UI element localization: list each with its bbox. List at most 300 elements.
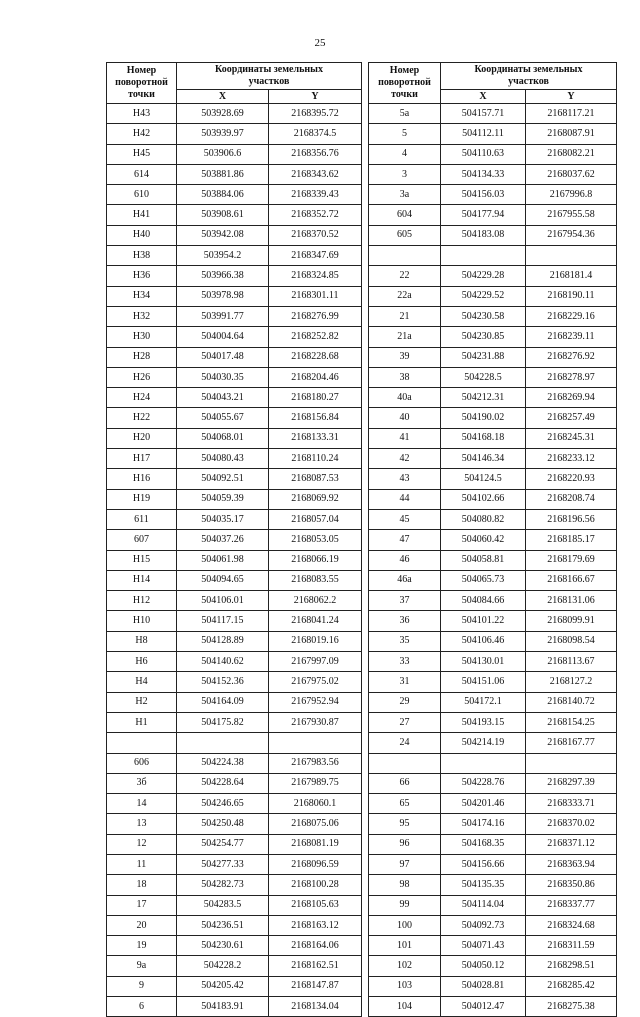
point-number-cell: 39 (369, 347, 441, 367)
y-coordinate-cell: 2168356.76 (269, 144, 362, 164)
point-number-cell: 607 (107, 530, 177, 550)
point-number-cell: Н12 (107, 591, 177, 611)
point-number-cell: Н45 (107, 144, 177, 164)
x-coordinate-cell: 504156.03 (441, 185, 526, 205)
point-number-cell: 20 (107, 915, 177, 935)
x-coordinate-cell: 504092.51 (177, 469, 269, 489)
point-number-cell: 44 (369, 489, 441, 509)
table-row (369, 611, 617, 631)
y-coordinate-cell: 2168275.38 (526, 997, 617, 1017)
x-coordinate-cell: 503881.86 (177, 164, 269, 184)
point-number-cell: 46 (369, 550, 441, 570)
table-row (107, 246, 362, 266)
table-row (369, 591, 617, 611)
y-coordinate-cell: 2168041.24 (269, 611, 362, 631)
x-header: X (177, 90, 269, 104)
table-row (369, 164, 617, 184)
table-row (369, 652, 617, 672)
y-coordinate-cell: 2168228.68 (269, 347, 362, 367)
point-number-cell: 21 (369, 306, 441, 326)
x-coordinate-cell: 504183.08 (441, 225, 526, 245)
point-number-cell: 33 (369, 652, 441, 672)
point-number-cell: Н19 (107, 489, 177, 509)
table-row (107, 104, 362, 124)
table-row (107, 144, 362, 164)
point-number-cell: 24 (369, 733, 441, 753)
point-number-cell: 3б (107, 773, 177, 793)
point-header-line-3: точки (128, 89, 155, 100)
point-number-cell: 14 (107, 794, 177, 814)
table-row (107, 611, 362, 631)
x-coordinate-cell: 504236.51 (177, 915, 269, 935)
y-coordinate-cell: 2168233.12 (526, 449, 617, 469)
point-number-cell: 38 (369, 367, 441, 387)
table-row (107, 266, 362, 286)
y-coordinate-cell: 2168154.25 (526, 712, 617, 732)
x-coordinate-cell: 504065.73 (441, 570, 526, 590)
point-number-cell: Н17 (107, 449, 177, 469)
table-row (107, 530, 362, 550)
y-coordinate-cell: 2167997.09 (269, 652, 362, 672)
y-coordinate-cell: 2168163.12 (269, 915, 362, 935)
point-header-line-1: Номер (389, 65, 420, 76)
y-coordinate-cell: 2168087.91 (526, 124, 617, 144)
coordinates-header-line-1: Координаты земельных (215, 64, 323, 75)
y-coordinate-cell: 2168019.16 (269, 631, 362, 651)
point-number-cell (369, 753, 441, 773)
y-coordinate-cell: 2168181.4 (526, 266, 617, 286)
y-coordinate-cell: 2168311.59 (526, 936, 617, 956)
table-row (107, 712, 362, 732)
point-number-cell (107, 733, 177, 753)
table-row (107, 509, 362, 529)
y-header: Y (526, 90, 617, 104)
x-coordinate-cell: 504134.33 (441, 164, 526, 184)
point-number-header (107, 63, 177, 104)
table-row (107, 997, 362, 1017)
y-coordinate-cell (526, 246, 617, 266)
x-coordinate-cell: 504230.58 (441, 306, 526, 326)
point-number-cell: 13 (107, 814, 177, 834)
x-coordinate-cell: 504106.01 (177, 591, 269, 611)
point-number-cell: 46а (369, 570, 441, 590)
x-coordinate-cell: 504174.16 (441, 814, 526, 834)
y-coordinate-cell: 2168352.72 (269, 205, 362, 225)
x-coordinate-cell: 504135.35 (441, 875, 526, 895)
point-number-cell: 40 (369, 408, 441, 428)
y-coordinate-cell: 2168134.04 (269, 997, 362, 1017)
table-row (369, 672, 617, 692)
x-coordinate-cell: 504140.62 (177, 652, 269, 672)
y-coordinate-cell: 2167954.36 (526, 225, 617, 245)
y-coordinate-cell: 2168324.85 (269, 266, 362, 286)
y-coordinate-cell: 2168350.86 (526, 875, 617, 895)
table-row (107, 915, 362, 935)
point-number-cell: 21а (369, 327, 441, 347)
x-coordinate-cell: 504101.22 (441, 611, 526, 631)
y-coordinate-cell: 2167930.87 (269, 712, 362, 732)
x-coordinate-cell (441, 753, 526, 773)
point-number-cell: 95 (369, 814, 441, 834)
table-row (369, 773, 617, 793)
x-coordinate-cell: 504124.5 (441, 469, 526, 489)
y-coordinate-cell: 2168117.21 (526, 104, 617, 124)
x-coordinate-cell: 503966.38 (177, 266, 269, 286)
x-coordinate-cell: 503884.06 (177, 185, 269, 205)
x-coordinate-cell: 504146.34 (441, 449, 526, 469)
table-row (107, 550, 362, 570)
table-row (107, 652, 362, 672)
x-coordinate-cell: 504212.31 (441, 388, 526, 408)
point-number-cell: 5а (369, 104, 441, 124)
x-coordinate-cell: 504177.94 (441, 205, 526, 225)
point-number-cell: Н22 (107, 408, 177, 428)
table-row (369, 753, 617, 773)
x-coordinate-cell: 504110.63 (441, 144, 526, 164)
table-row (369, 144, 617, 164)
point-number-cell: 101 (369, 936, 441, 956)
y-coordinate-cell: 2167996.8 (526, 185, 617, 205)
y-coordinate-cell: 2168081.19 (269, 834, 362, 854)
table-row (107, 286, 362, 306)
coordinates-table-left (106, 62, 362, 1017)
y-coordinate-cell: 2168110.24 (269, 449, 362, 469)
table-row (107, 834, 362, 854)
y-coordinate-cell: 2168147.87 (269, 976, 362, 996)
x-coordinate-cell: 504151.06 (441, 672, 526, 692)
y-coordinate-cell: 2167989.75 (269, 773, 362, 793)
table-row (369, 509, 617, 529)
table-row (369, 306, 617, 326)
x-coordinate-cell: 504168.18 (441, 428, 526, 448)
y-coordinate-cell: 2168337.77 (526, 895, 617, 915)
y-coordinate-cell: 2168113.67 (526, 652, 617, 672)
x-coordinate-cell: 504246.65 (177, 794, 269, 814)
y-coordinate-cell: 2168298.51 (526, 956, 617, 976)
table-row (369, 225, 617, 245)
x-coordinate-cell: 504172.1 (441, 692, 526, 712)
y-coordinate-cell: 2168196.56 (526, 509, 617, 529)
table-row (369, 794, 617, 814)
x-coordinate-cell: 504080.82 (441, 509, 526, 529)
coordinates-header (177, 63, 362, 90)
point-number-cell: 22а (369, 286, 441, 306)
x-coordinate-cell: 504168.35 (441, 834, 526, 854)
y-coordinate-cell: 2168252.82 (269, 327, 362, 347)
coordinates-header-line-2: участков (248, 76, 290, 87)
point-header-line-1: Номер (126, 65, 157, 76)
coordinates-header-line-1: Координаты земельных (474, 64, 583, 75)
table-row (107, 631, 362, 651)
x-coordinate-cell: 504068.01 (177, 428, 269, 448)
point-number-cell: 9а (107, 956, 177, 976)
x-coordinate-cell: 504183.91 (177, 997, 269, 1017)
x-coordinate-cell: 504043.21 (177, 388, 269, 408)
table-row (107, 408, 362, 428)
x-coordinate-cell: 504156.66 (441, 854, 526, 874)
x-coordinate-cell: 504112.11 (441, 124, 526, 144)
y-coordinate-cell: 2168276.99 (269, 306, 362, 326)
x-coordinate-cell: 504106.46 (441, 631, 526, 651)
x-coordinate-cell: 504094.65 (177, 570, 269, 590)
point-number-cell: 40а (369, 388, 441, 408)
point-number-cell: 103 (369, 976, 441, 996)
table-row (107, 185, 362, 205)
coordinates-header-line-2: участков (508, 76, 549, 87)
x-coordinate-cell (441, 246, 526, 266)
y-coordinate-cell: 2168374.5 (269, 124, 362, 144)
y-coordinate-cell: 2168257.49 (526, 408, 617, 428)
table-row (369, 124, 617, 144)
x-coordinate-cell: 503991.77 (177, 306, 269, 326)
table-row (107, 733, 362, 753)
point-number-cell: Н34 (107, 286, 177, 306)
point-number-cell: 9 (107, 976, 177, 996)
y-coordinate-cell: 2168239.11 (526, 327, 617, 347)
point-number-cell: Н2 (107, 692, 177, 712)
point-number-cell: 605 (369, 225, 441, 245)
x-coordinate-cell: 504152.36 (177, 672, 269, 692)
table-row (107, 875, 362, 895)
point-number-header (369, 63, 441, 104)
point-number-cell: Н40 (107, 225, 177, 245)
table-row (369, 692, 617, 712)
point-number-cell: 611 (107, 509, 177, 529)
x-coordinate-cell: 504230.85 (441, 327, 526, 347)
y-coordinate-cell: 2168099.91 (526, 611, 617, 631)
y-coordinate-cell: 2167952.94 (269, 692, 362, 712)
x-coordinate-cell: 504157.71 (441, 104, 526, 124)
table-row (369, 895, 617, 915)
point-number-cell: 100 (369, 915, 441, 935)
x-coordinate-cell: 504061.98 (177, 550, 269, 570)
table-row (369, 530, 617, 550)
x-coordinate-cell: 504092.73 (441, 915, 526, 935)
point-number-cell: Н24 (107, 388, 177, 408)
table-row (107, 956, 362, 976)
point-number-cell: 45 (369, 509, 441, 529)
x-coordinate-cell: 504050.12 (441, 956, 526, 976)
x-coordinate-cell: 503928.69 (177, 104, 269, 124)
point-number-cell: Н10 (107, 611, 177, 631)
point-header-line-2: поворотной (378, 77, 431, 88)
table-row (369, 347, 617, 367)
table-row (369, 915, 617, 935)
y-coordinate-cell: 2168167.77 (526, 733, 617, 753)
page-number: 25 (314, 37, 326, 49)
point-number-cell: 99 (369, 895, 441, 915)
y-coordinate-cell: 2167975.02 (269, 672, 362, 692)
x-coordinate-cell: 503906.6 (177, 144, 269, 164)
point-number-cell: 6 (107, 997, 177, 1017)
point-number-cell: Н43 (107, 104, 177, 124)
point-number-cell: Н32 (107, 306, 177, 326)
y-coordinate-cell: 2168069.92 (269, 489, 362, 509)
table-row (369, 570, 617, 590)
point-number-cell: 42 (369, 449, 441, 469)
point-number-cell: 12 (107, 834, 177, 854)
table-row (369, 875, 617, 895)
table-row (107, 306, 362, 326)
x-coordinate-cell: 504028.81 (441, 976, 526, 996)
x-coordinate-cell: 503954.2 (177, 246, 269, 266)
y-header: Y (269, 90, 362, 104)
table-row (369, 185, 617, 205)
point-number-cell: 36 (369, 611, 441, 631)
y-coordinate-cell: 2168140.72 (526, 692, 617, 712)
point-number-cell: 98 (369, 875, 441, 895)
point-number-cell: 29 (369, 692, 441, 712)
table-row (369, 976, 617, 996)
y-coordinate-cell: 2168363.94 (526, 854, 617, 874)
y-coordinate-cell: 2168162.51 (269, 956, 362, 976)
x-coordinate-cell: 504205.42 (177, 976, 269, 996)
y-coordinate-cell: 2168208.74 (526, 489, 617, 509)
table-row (107, 469, 362, 489)
table-row (369, 854, 617, 874)
point-number-cell: Н6 (107, 652, 177, 672)
y-coordinate-cell: 2168204.46 (269, 367, 362, 387)
point-number-cell: Н26 (107, 367, 177, 387)
x-coordinate-cell: 504058.81 (441, 550, 526, 570)
table-row (369, 814, 617, 834)
point-number-cell: 4 (369, 144, 441, 164)
table-row (369, 367, 617, 387)
y-coordinate-cell: 2168164.06 (269, 936, 362, 956)
point-number-cell: 3а (369, 185, 441, 205)
point-number-cell: Н41 (107, 205, 177, 225)
y-coordinate-cell: 2168066.19 (269, 550, 362, 570)
point-number-cell: Н28 (107, 347, 177, 367)
x-coordinate-cell: 504035.17 (177, 509, 269, 529)
x-coordinate-cell: 504228.64 (177, 773, 269, 793)
table-row (107, 692, 362, 712)
x-coordinate-cell: 504102.66 (441, 489, 526, 509)
y-coordinate-cell: 2168347.69 (269, 246, 362, 266)
y-coordinate-cell: 2168100.28 (269, 875, 362, 895)
x-coordinate-cell (177, 733, 269, 753)
y-coordinate-cell: 2168131.06 (526, 591, 617, 611)
point-number-cell: 41 (369, 428, 441, 448)
y-coordinate-cell: 2168269.94 (526, 388, 617, 408)
table-row (369, 327, 617, 347)
y-coordinate-cell: 2168127.2 (526, 672, 617, 692)
y-coordinate-cell: 2168245.31 (526, 428, 617, 448)
y-coordinate-cell: 2168371.12 (526, 834, 617, 854)
x-coordinate-cell: 504229.52 (441, 286, 526, 306)
y-coordinate-cell: 2168220.93 (526, 469, 617, 489)
point-number-cell: Н36 (107, 266, 177, 286)
y-coordinate-cell: 2168062.2 (269, 591, 362, 611)
y-coordinate-cell: 2168285.42 (526, 976, 617, 996)
table-row (369, 205, 617, 225)
x-coordinate-cell: 504250.48 (177, 814, 269, 834)
table-row (107, 347, 362, 367)
table-row (369, 489, 617, 509)
y-coordinate-cell: 2168105.63 (269, 895, 362, 915)
y-coordinate-cell: 2167983.56 (269, 753, 362, 773)
x-coordinate-cell: 504201.46 (441, 794, 526, 814)
table-row (369, 408, 617, 428)
point-number-cell: 18 (107, 875, 177, 895)
y-coordinate-cell (269, 733, 362, 753)
point-number-cell: 604 (369, 205, 441, 225)
y-coordinate-cell: 2168060.1 (269, 794, 362, 814)
y-coordinate-cell: 2168087.53 (269, 469, 362, 489)
point-number-cell: 606 (107, 753, 177, 773)
table-row (107, 225, 362, 245)
point-number-cell: 37 (369, 591, 441, 611)
x-coordinate-cell: 504190.02 (441, 408, 526, 428)
table-row (369, 388, 617, 408)
y-coordinate-cell: 2168098.54 (526, 631, 617, 651)
point-number-cell: Н14 (107, 570, 177, 590)
table-row (369, 733, 617, 753)
table-row (107, 124, 362, 144)
point-number-cell: 47 (369, 530, 441, 550)
table-row (369, 286, 617, 306)
point-number-cell: 11 (107, 854, 177, 874)
x-coordinate-cell: 504017.48 (177, 347, 269, 367)
table-row (369, 449, 617, 469)
table-row (107, 388, 362, 408)
point-number-cell: 102 (369, 956, 441, 976)
table-row (107, 672, 362, 692)
x-coordinate-cell: 504071.43 (441, 936, 526, 956)
x-coordinate-cell: 503939.97 (177, 124, 269, 144)
y-coordinate-cell: 2168096.59 (269, 854, 362, 874)
y-coordinate-cell: 2168180.27 (269, 388, 362, 408)
table-row (369, 550, 617, 570)
point-number-cell: 5 (369, 124, 441, 144)
x-coordinate-cell: 504282.73 (177, 875, 269, 895)
x-coordinate-cell: 504224.38 (177, 753, 269, 773)
table-row (107, 591, 362, 611)
coordinates-header (441, 63, 617, 90)
table-row (107, 489, 362, 509)
x-coordinate-cell: 504055.67 (177, 408, 269, 428)
point-number-cell: 97 (369, 854, 441, 874)
x-coordinate-cell: 503908.61 (177, 205, 269, 225)
table-row (369, 997, 617, 1017)
y-coordinate-cell: 2168324.68 (526, 915, 617, 935)
y-coordinate-cell: 2168333.71 (526, 794, 617, 814)
table-row (369, 246, 617, 266)
x-coordinate-cell: 504128.89 (177, 631, 269, 651)
y-coordinate-cell: 2168166.67 (526, 570, 617, 590)
point-number-cell: Н1 (107, 712, 177, 732)
point-number-cell: 17 (107, 895, 177, 915)
x-coordinate-cell: 504060.42 (441, 530, 526, 550)
point-number-cell: Н8 (107, 631, 177, 651)
x-coordinate-cell: 504175.82 (177, 712, 269, 732)
y-coordinate-cell: 2167955.58 (526, 205, 617, 225)
table-row (107, 976, 362, 996)
y-coordinate-cell: 2168133.31 (269, 428, 362, 448)
x-coordinate-cell: 504012.47 (441, 997, 526, 1017)
point-number-cell: Н4 (107, 672, 177, 692)
x-coordinate-cell: 504037.26 (177, 530, 269, 550)
point-number-cell: 104 (369, 997, 441, 1017)
table-row (369, 712, 617, 732)
table-row (369, 631, 617, 651)
x-coordinate-cell: 504228.2 (177, 956, 269, 976)
y-coordinate-cell: 2168339.43 (269, 185, 362, 205)
table-row (369, 104, 617, 124)
table-row (107, 570, 362, 590)
coordinates-table-right (368, 62, 617, 1017)
y-coordinate-cell: 2168082.21 (526, 144, 617, 164)
